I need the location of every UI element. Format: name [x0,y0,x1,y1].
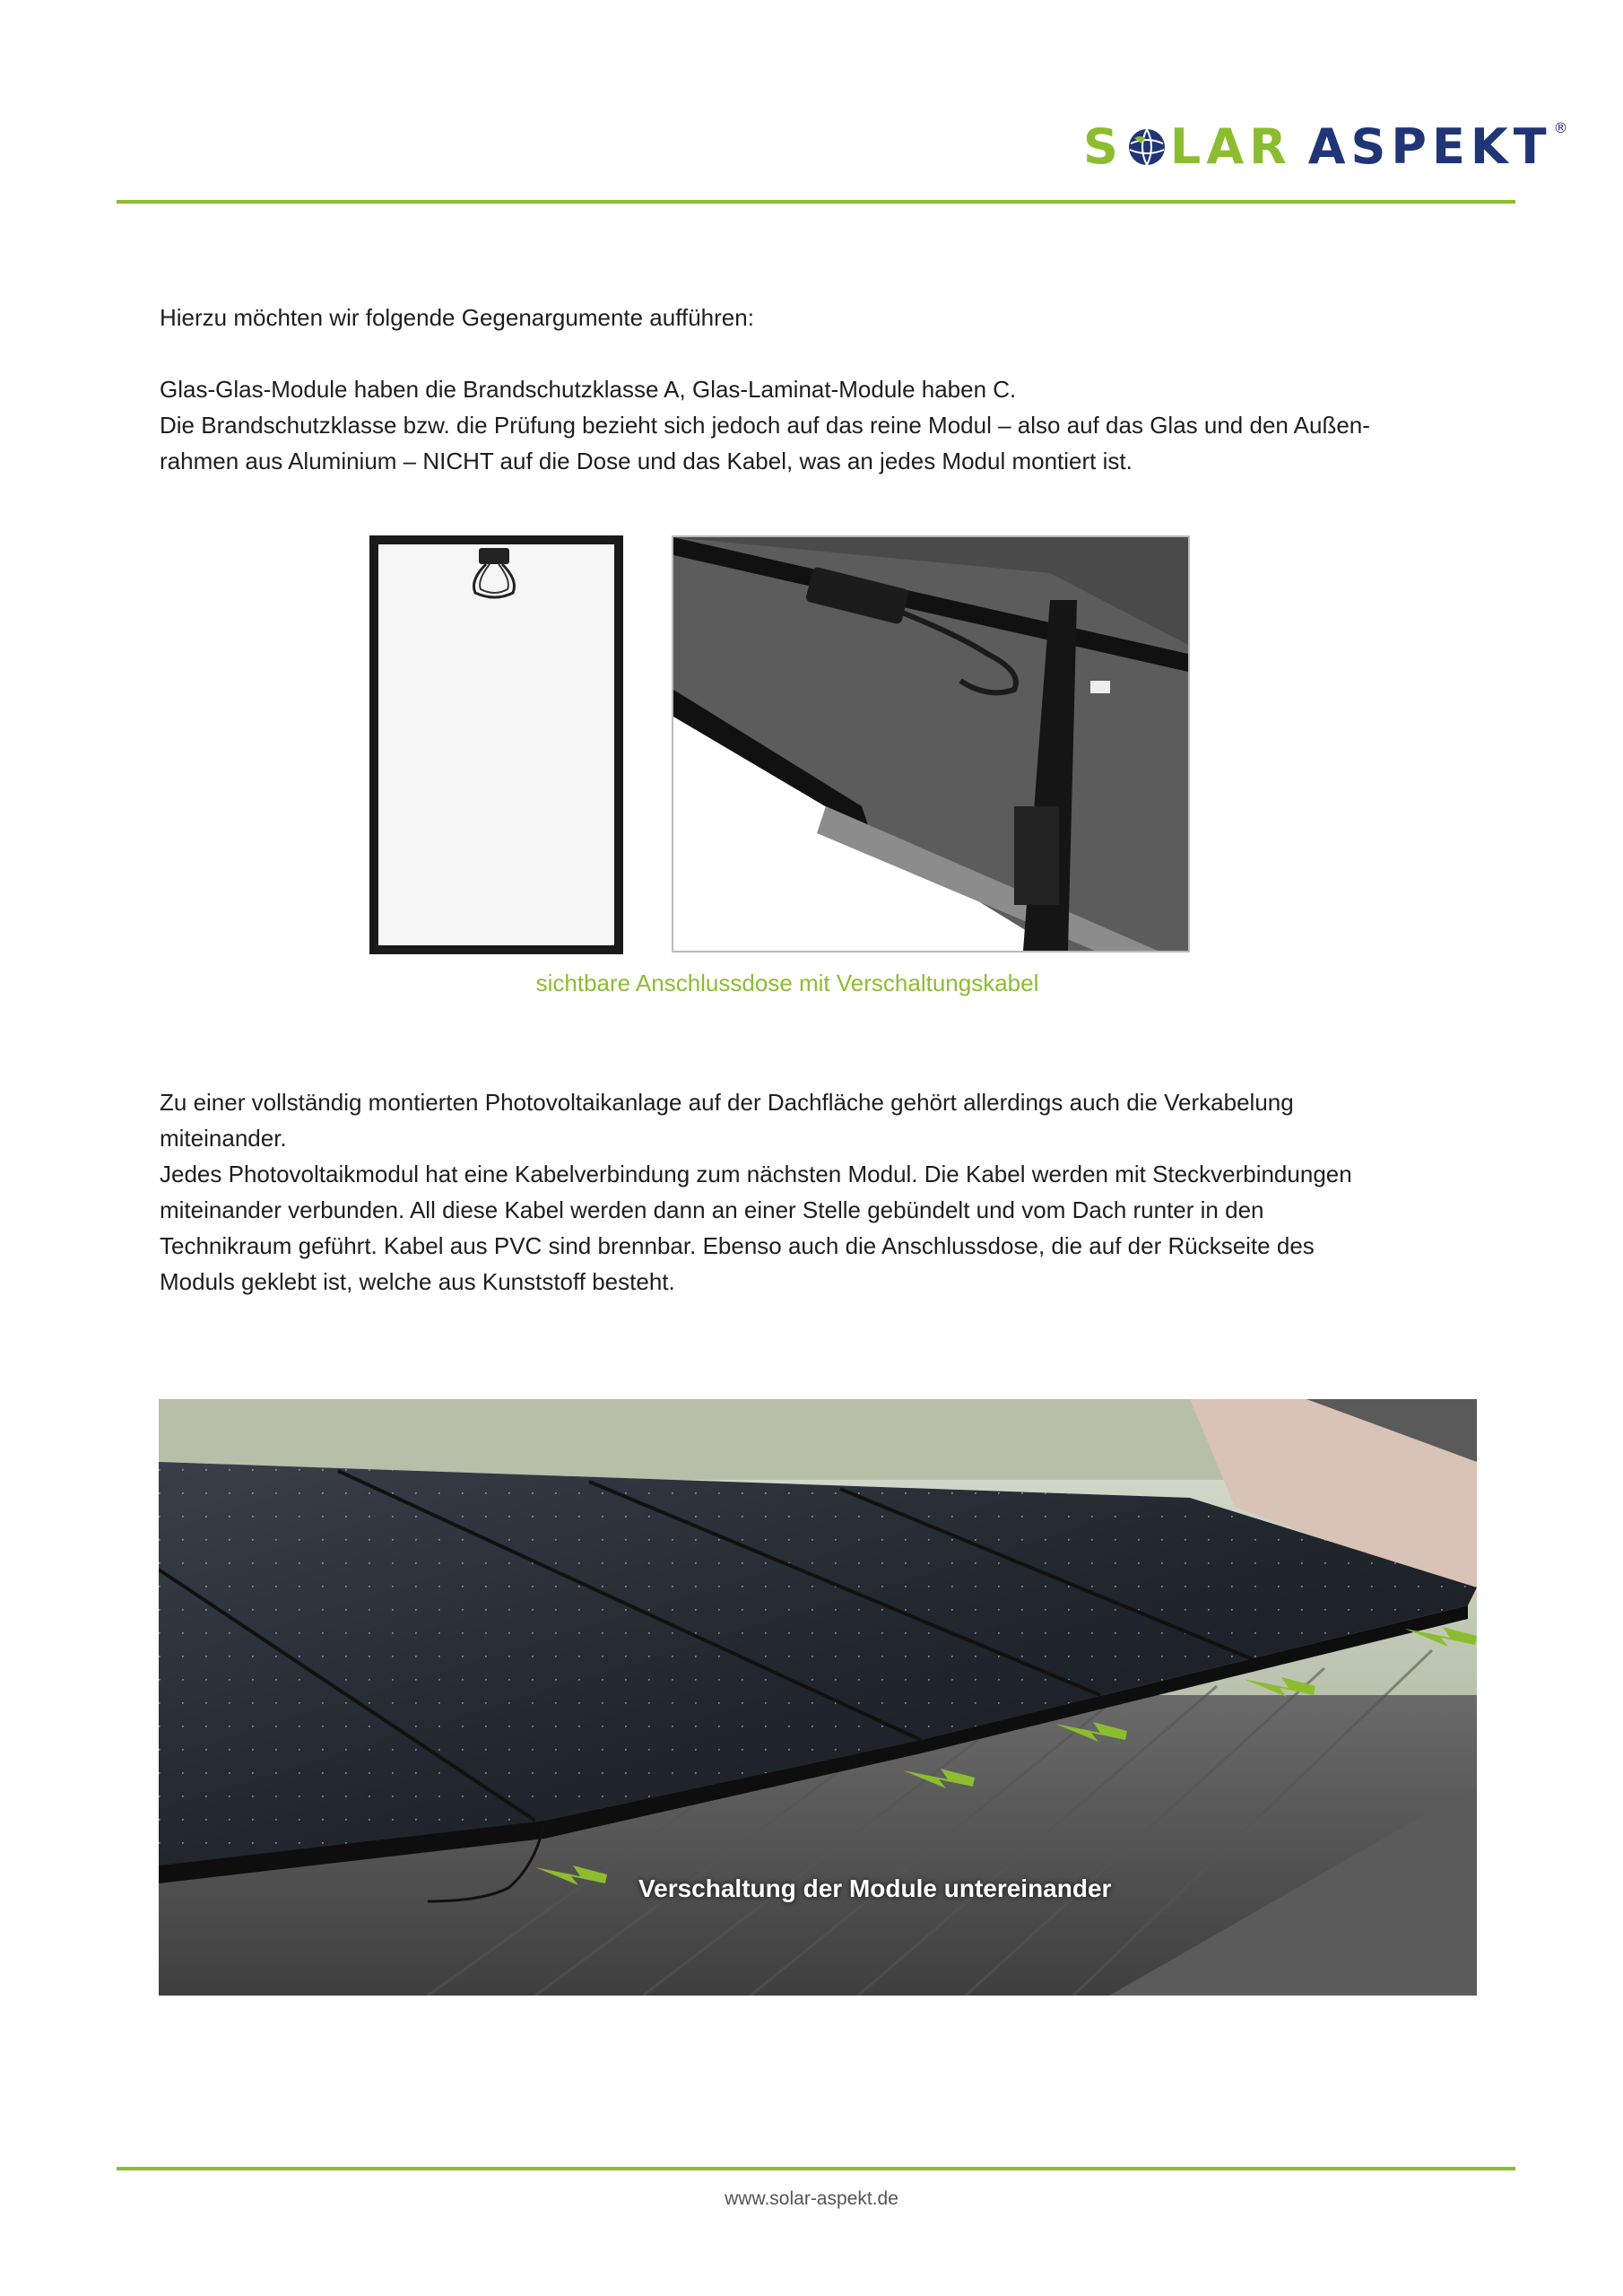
figure-caption: sichtbare Anschlussdose mit Verschaltungskabel [535,970,1039,996]
body-line: Zu einer vollständig montierten Photovoltaikanlage auf der Dachfläche gehört allerdings auch die Verkabelung [160,1089,1294,1116]
body-line: Jedes Photovoltaikmodul hat eine Kabelverbindung zum nächsten Modul. Die Kabel werden mit Steckverbindungen [160,1161,1352,1187]
body-text [160,1084,1478,1300]
body-line: miteinander verbunden. All diese Kabel werden dann an einer Stelle gebündelt und vom Dach runter in den [160,1196,1264,1223]
logo-s: S [1083,118,1124,175]
body-line: Moduls geklebt ist, welche aus Kunststoff besteht. [160,1268,675,1295]
panel-back-image [369,535,623,954]
intro-line: Hierzu möchten wir folgende Gegenargumente aufführen: [160,304,754,331]
junction-box-image [672,535,1190,952]
header-divider [117,200,1515,204]
footer-url[interactable]: www.solar-aspekt.de [725,2188,898,2209]
intro-para-line: rahmen aus Aluminium – NICHT auf die Dose und das Kabel, was an jedes Modul montiert ist. [160,448,1133,474]
intro-para-line: Die Brandschutzklasse bzw. die Prüfung bezieht sich jedoch auf das reine Modul – also auf das Glas und den Außen- [160,412,1370,439]
body-line: Technikraum geführt. Kabel aus PVC sind brennbar. Ebenso auch die Anschlussdose, die auf der Rückseite des [160,1232,1315,1259]
logo-lar: LAR [1169,118,1292,175]
globe-icon [1127,127,1167,167]
logo [1083,120,1568,174]
logo-registered: ® [1553,118,1568,136]
intro-text [160,300,1478,479]
footer-divider [117,2167,1515,2170]
logo-aspekt: ASPEKT [1307,118,1552,175]
body-line: miteinander. [160,1125,287,1152]
intro-para-line: Glas-Glas-Module haben die Brandschutzklasse A, Glas-Laminat-Module haben C. [160,376,1017,403]
photo-label: Verschaltung der Module untereinander [638,1874,1112,1902]
roof-photo [159,1399,1477,1996]
